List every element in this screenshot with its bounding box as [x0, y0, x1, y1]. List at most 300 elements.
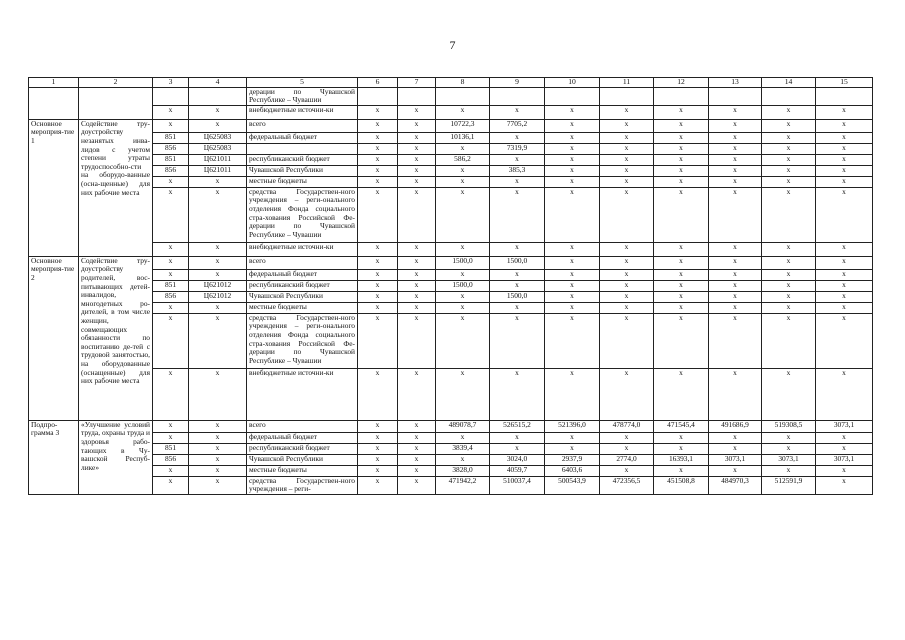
year-value-cell: x [762, 119, 816, 132]
year-value-cell: x [545, 132, 600, 143]
year-value-cell: x [816, 313, 873, 368]
year-value-cell: x [762, 432, 816, 443]
column-number: 9 [490, 78, 545, 88]
table-row [29, 465, 873, 476]
funding-table [28, 77, 873, 495]
year-value-cell: x [358, 187, 398, 242]
table-row [29, 154, 873, 165]
year-value-cell: x [816, 291, 873, 302]
column-number: 1 [29, 78, 79, 88]
year-value-cell: 526515,2 [490, 420, 545, 432]
year-value-cell: x [600, 291, 654, 302]
year-value-cell: x [358, 291, 398, 302]
year-value-cell: x [358, 269, 398, 280]
year-value-cell: x [816, 465, 873, 476]
year-value-cell: x [600, 256, 654, 269]
year-value-cell [709, 87, 762, 105]
year-value-cell [545, 87, 600, 105]
year-value-cell [816, 87, 873, 105]
funding-source-cell: дерации по Чувашской Республике – Чувашии [247, 87, 358, 105]
year-value-cell [490, 87, 545, 105]
classifier-code-cell: x [189, 443, 247, 454]
year-value-cell: x [436, 165, 490, 176]
year-value-cell: x [709, 465, 762, 476]
year-value-cell: x [600, 302, 654, 313]
year-value-cell: 4059,7 [490, 465, 545, 476]
year-value-cell: x [654, 302, 709, 313]
year-value-cell: x [358, 154, 398, 165]
year-value-cell: 3828,0 [436, 465, 490, 476]
year-value-cell: x [709, 432, 762, 443]
table-row [29, 368, 873, 420]
year-value-cell: x [816, 154, 873, 165]
year-value-cell: x [816, 256, 873, 269]
program-name-cell [79, 87, 153, 119]
year-value-cell: x [762, 280, 816, 291]
year-value-cell: x [398, 465, 436, 476]
year-value-cell: x [816, 105, 873, 119]
table-row [29, 87, 873, 105]
year-value-cell: x [709, 143, 762, 154]
grbs-code-cell: x [153, 187, 189, 242]
program-name-cell: Содействие тру-доустройству незанятых инва-лидов с учетом степени утраты трудоспособно-сти на оборудо-ванные (осна-щенные) для них рабочие места [79, 119, 153, 256]
year-value-cell: x [358, 105, 398, 119]
year-value-cell: x [545, 119, 600, 132]
year-value-cell: x [654, 432, 709, 443]
grbs-code-cell: 856 [153, 454, 189, 465]
grbs-code-cell: x [153, 432, 189, 443]
table-row [29, 432, 873, 443]
year-value-cell: x [600, 269, 654, 280]
year-value-cell: x [436, 313, 490, 368]
funding-source-cell: средства Государствен-ного учреждения – реги-онального отделения Фонда социального стра-хования Российской Фе-дерации по Чувашской Республике – Чувашии [247, 313, 358, 368]
year-value-cell: x [358, 432, 398, 443]
year-value-cell: x [436, 302, 490, 313]
year-value-cell: x [762, 187, 816, 242]
grbs-code-cell: 851 [153, 132, 189, 143]
year-value-cell: x [545, 302, 600, 313]
year-value-cell: x [398, 313, 436, 368]
year-value-cell: x [358, 242, 398, 256]
year-value-cell: x [358, 302, 398, 313]
year-value-cell: x [816, 242, 873, 256]
year-value-cell: x [762, 143, 816, 154]
column-number: 4 [189, 78, 247, 88]
header-row [29, 78, 873, 88]
year-value-cell: 7705,2 [490, 119, 545, 132]
year-value-cell: x [709, 368, 762, 420]
column-number: 15 [816, 78, 873, 88]
year-value-cell: 500543,9 [545, 476, 600, 494]
grbs-code-cell: x [153, 176, 189, 187]
funding-source-cell: Чувашской Республики [247, 291, 358, 302]
grbs-code-cell: x [153, 242, 189, 256]
table-row [29, 242, 873, 256]
funding-source-cell: федеральный бюджет [247, 269, 358, 280]
year-value-cell: 1500,0 [436, 256, 490, 269]
year-value-cell: x [398, 302, 436, 313]
year-value-cell: x [816, 476, 873, 494]
year-value-cell: x [545, 291, 600, 302]
year-value-cell: x [600, 119, 654, 132]
classifier-code-cell: x [189, 176, 247, 187]
grbs-code-cell: x [153, 313, 189, 368]
year-value-cell: x [358, 176, 398, 187]
year-value-cell: x [709, 269, 762, 280]
year-value-cell: x [358, 465, 398, 476]
year-value-cell: x [816, 176, 873, 187]
year-value-cell: x [709, 119, 762, 132]
year-value-cell: x [436, 105, 490, 119]
year-value-cell: x [600, 242, 654, 256]
table-row [29, 476, 873, 494]
classifier-code-cell: Ц621011 [189, 165, 247, 176]
year-value-cell: x [358, 280, 398, 291]
year-value-cell: x [436, 432, 490, 443]
year-value-cell: x [398, 269, 436, 280]
status-cell: Основное мероприя-тие 2 [29, 256, 79, 420]
year-value-cell: 472356,5 [600, 476, 654, 494]
funding-source-cell: местные бюджеты [247, 465, 358, 476]
column-number: 13 [709, 78, 762, 88]
year-value-cell: x [709, 256, 762, 269]
year-value-cell: x [654, 176, 709, 187]
classifier-code-cell: x [189, 432, 247, 443]
year-value-cell: x [398, 291, 436, 302]
year-value-cell: x [490, 269, 545, 280]
year-value-cell: x [490, 105, 545, 119]
column-number: 14 [762, 78, 816, 88]
year-value-cell: 2937,9 [545, 454, 600, 465]
table-row [29, 443, 873, 454]
year-value-cell: x [709, 154, 762, 165]
year-value-cell: x [398, 105, 436, 119]
year-value-cell: x [600, 187, 654, 242]
year-value-cell: x [436, 291, 490, 302]
year-value-cell: 491686,9 [709, 420, 762, 432]
year-value-cell: x [762, 132, 816, 143]
status-cell: Основное мероприя-тие 1 [29, 119, 79, 256]
grbs-code-cell: x [153, 476, 189, 494]
classifier-code-cell: x [189, 476, 247, 494]
classifier-code-cell: Ц621011 [189, 154, 247, 165]
year-value-cell: 1500,0 [436, 280, 490, 291]
classifier-code-cell: x [189, 313, 247, 368]
year-value-cell: x [398, 420, 436, 432]
year-value-cell: x [709, 176, 762, 187]
funding-source-cell: внебюджетные источни-ки [247, 105, 358, 119]
table-row [29, 256, 873, 269]
year-value-cell: x [762, 176, 816, 187]
year-value-cell: x [654, 256, 709, 269]
year-value-cell: x [358, 165, 398, 176]
funding-source-cell: местные бюджеты [247, 302, 358, 313]
year-value-cell: x [358, 443, 398, 454]
funding-source-cell: местные бюджеты [247, 176, 358, 187]
grbs-code-cell: 851 [153, 443, 189, 454]
year-value-cell: x [398, 476, 436, 494]
column-number: 2 [79, 78, 153, 88]
year-value-cell: x [762, 154, 816, 165]
classifier-code-cell: x [189, 119, 247, 132]
year-value-cell: x [762, 242, 816, 256]
year-value-cell: x [490, 132, 545, 143]
funding-source-cell: всего [247, 119, 358, 132]
year-value-cell: x [358, 454, 398, 465]
grbs-code-cell: x [153, 465, 189, 476]
year-value-cell: x [654, 368, 709, 420]
year-value-cell: x [709, 302, 762, 313]
year-value-cell: x [654, 105, 709, 119]
year-value-cell: 3839,4 [436, 443, 490, 454]
classifier-code-cell: Ц621012 [189, 291, 247, 302]
year-value-cell: x [762, 105, 816, 119]
year-value-cell: x [398, 165, 436, 176]
year-value-cell: x [600, 432, 654, 443]
year-value-cell: x [654, 313, 709, 368]
year-value-cell: x [436, 454, 490, 465]
funding-source-cell: республиканский бюджет [247, 154, 358, 165]
year-value-cell: 1500,0 [490, 256, 545, 269]
year-value-cell: x [545, 242, 600, 256]
table-row [29, 165, 873, 176]
year-value-cell: x [398, 176, 436, 187]
table-row [29, 132, 873, 143]
year-value-cell: x [816, 132, 873, 143]
table-row [29, 280, 873, 291]
status-cell: Подпро-грамма 3 [29, 420, 79, 494]
year-value-cell: x [654, 143, 709, 154]
year-value-cell: x [816, 143, 873, 154]
year-value-cell: x [762, 165, 816, 176]
year-value-cell: x [398, 132, 436, 143]
year-value-cell: x [545, 176, 600, 187]
year-value-cell: x [762, 465, 816, 476]
year-value-cell: x [654, 269, 709, 280]
table-row [29, 302, 873, 313]
year-value-cell: x [762, 368, 816, 420]
year-value-cell: x [545, 143, 600, 154]
column-number: 10 [545, 78, 600, 88]
year-value-cell: x [358, 132, 398, 143]
year-value-cell: x [545, 256, 600, 269]
year-value-cell: x [398, 443, 436, 454]
year-value-cell: x [545, 432, 600, 443]
year-value-cell: x [600, 465, 654, 476]
year-value-cell: x [490, 368, 545, 420]
year-value-cell: x [545, 280, 600, 291]
year-value-cell: x [654, 242, 709, 256]
table-row [29, 143, 873, 154]
funding-source-cell: федеральный бюджет [247, 432, 358, 443]
page-number: 7 [449, 38, 456, 52]
year-value-cell: x [398, 154, 436, 165]
year-value-cell: x [545, 165, 600, 176]
classifier-code-cell: x [189, 242, 247, 256]
classifier-code-cell: x [189, 465, 247, 476]
year-value-cell: x [398, 256, 436, 269]
program-name-cell: Содействие тру-доустройству родителей, вос-питывающих детей-инвалидов, многодетных ро-дителей, в том числе женщин, совмещающих обязанности по воспитанию де-тей с трудовой занятостью, на оборудованные (оснащенные) для них рабочие места [79, 256, 153, 420]
year-value-cell: x [600, 143, 654, 154]
year-value-cell: x [545, 187, 600, 242]
grbs-code-cell [153, 87, 189, 105]
year-value-cell: x [762, 256, 816, 269]
table-row [29, 176, 873, 187]
year-value-cell: 3024,0 [490, 454, 545, 465]
year-value-cell [436, 87, 490, 105]
year-value-cell: x [436, 176, 490, 187]
year-value-cell: x [358, 368, 398, 420]
year-value-cell: x [600, 280, 654, 291]
table-row [29, 105, 873, 119]
funding-source-cell: Чувашской Республики [247, 165, 358, 176]
year-value-cell: x [654, 132, 709, 143]
year-value-cell: x [398, 187, 436, 242]
year-value-cell: x [654, 187, 709, 242]
grbs-code-cell: x [153, 105, 189, 119]
year-value-cell: x [490, 176, 545, 187]
year-value-cell: x [436, 368, 490, 420]
classifier-code-cell: x [189, 105, 247, 119]
year-value-cell: x [816, 443, 873, 454]
classifier-code-cell: x [189, 454, 247, 465]
year-value-cell: 471942,2 [436, 476, 490, 494]
grbs-code-cell: 851 [153, 280, 189, 291]
year-value-cell: x [816, 432, 873, 443]
year-value-cell: x [654, 291, 709, 302]
column-number: 7 [398, 78, 436, 88]
year-value-cell: x [398, 368, 436, 420]
funding-source-cell: республиканский бюджет [247, 280, 358, 291]
funding-source-cell: всего [247, 420, 358, 432]
grbs-code-cell: x [153, 368, 189, 420]
year-value-cell: x [654, 165, 709, 176]
table-row [29, 119, 873, 132]
year-value-cell: x [436, 242, 490, 256]
year-value-cell: x [545, 368, 600, 420]
year-value-cell: x [545, 154, 600, 165]
classifier-code-cell: x [189, 302, 247, 313]
year-value-cell: x [600, 313, 654, 368]
grbs-code-cell: x [153, 269, 189, 280]
year-value-cell: x [709, 443, 762, 454]
year-value-cell: x [600, 368, 654, 420]
year-value-cell: x [358, 119, 398, 132]
classifier-code-cell: Ц625083 [189, 143, 247, 154]
column-number: 5 [247, 78, 358, 88]
year-value-cell: x [762, 302, 816, 313]
column-number: 6 [358, 78, 398, 88]
year-value-cell: x [490, 187, 545, 242]
classifier-code-cell: x [189, 187, 247, 242]
year-value-cell: x [490, 313, 545, 368]
year-value-cell: x [490, 302, 545, 313]
year-value-cell: x [398, 432, 436, 443]
year-value-cell [762, 87, 816, 105]
year-value-cell: 3073,1 [816, 420, 873, 432]
table-row [29, 420, 873, 432]
year-value-cell: x [654, 465, 709, 476]
grbs-code-cell: x [153, 256, 189, 269]
classifier-code-cell: x [189, 256, 247, 269]
year-value-cell: x [358, 313, 398, 368]
year-value-cell: x [358, 476, 398, 494]
year-value-cell: x [398, 143, 436, 154]
grbs-code-cell: 856 [153, 143, 189, 154]
funding-source-cell [247, 143, 358, 154]
year-value-cell: 484970,3 [709, 476, 762, 494]
classifier-code-cell: x [189, 420, 247, 432]
year-value-cell: x [654, 154, 709, 165]
year-value-cell: x [762, 443, 816, 454]
year-value-cell: x [709, 291, 762, 302]
year-value-cell: 16393,1 [654, 454, 709, 465]
grbs-code-cell: x [153, 420, 189, 432]
year-value-cell: x [816, 280, 873, 291]
year-value-cell: x [816, 368, 873, 420]
table-row [29, 291, 873, 302]
year-value-cell [358, 87, 398, 105]
year-value-cell: x [709, 165, 762, 176]
year-value-cell: x [816, 165, 873, 176]
year-value-cell: x [436, 269, 490, 280]
year-value-cell: 451508,8 [654, 476, 709, 494]
year-value-cell: 3073,1 [762, 454, 816, 465]
year-value-cell: x [545, 269, 600, 280]
funding-source-cell: всего [247, 256, 358, 269]
year-value-cell: x [545, 443, 600, 454]
year-value-cell: x [654, 119, 709, 132]
year-value-cell: 510037,4 [490, 476, 545, 494]
year-value-cell: x [490, 443, 545, 454]
year-value-cell [600, 87, 654, 105]
year-value-cell: x [490, 280, 545, 291]
year-value-cell: 512591,9 [762, 476, 816, 494]
program-name-cell: «Улучшение условий труда, охраны труда и здоровья рабо-тающих в Чу-вашской Респуб-лике» [79, 420, 153, 494]
year-value-cell: 3073,1 [816, 454, 873, 465]
year-value-cell: x [709, 280, 762, 291]
table-row [29, 187, 873, 242]
year-value-cell: 521396,0 [545, 420, 600, 432]
funding-source-cell: республиканский бюджет [247, 443, 358, 454]
year-value-cell: x [545, 105, 600, 119]
year-value-cell [654, 87, 709, 105]
funding-source-cell: средства Государствен-ного учреждения – реги-онального отделения Фонда социального стра-хования Российской Фе-дерации по Чувашской Республике – Чувашии [247, 187, 358, 242]
year-value-cell: x [358, 143, 398, 154]
year-value-cell: x [600, 176, 654, 187]
grbs-code-cell: 856 [153, 165, 189, 176]
classifier-code-cell: x [189, 368, 247, 420]
year-value-cell: x [398, 119, 436, 132]
year-value-cell: 3073,1 [709, 454, 762, 465]
year-value-cell: x [709, 242, 762, 256]
year-value-cell: x [436, 143, 490, 154]
year-value-cell: 385,3 [490, 165, 545, 176]
year-value-cell: x [398, 280, 436, 291]
column-number: 11 [600, 78, 654, 88]
year-value-cell: 7319,9 [490, 143, 545, 154]
classifier-code-cell: x [189, 269, 247, 280]
year-value-cell: x [709, 187, 762, 242]
year-value-cell: x [762, 291, 816, 302]
grbs-code-cell: 851 [153, 154, 189, 165]
column-number: 8 [436, 78, 490, 88]
year-value-cell: 478774,0 [600, 420, 654, 432]
year-value-cell: x [358, 256, 398, 269]
year-value-cell: x [600, 105, 654, 119]
table-row [29, 313, 873, 368]
grbs-code-cell: 856 [153, 291, 189, 302]
